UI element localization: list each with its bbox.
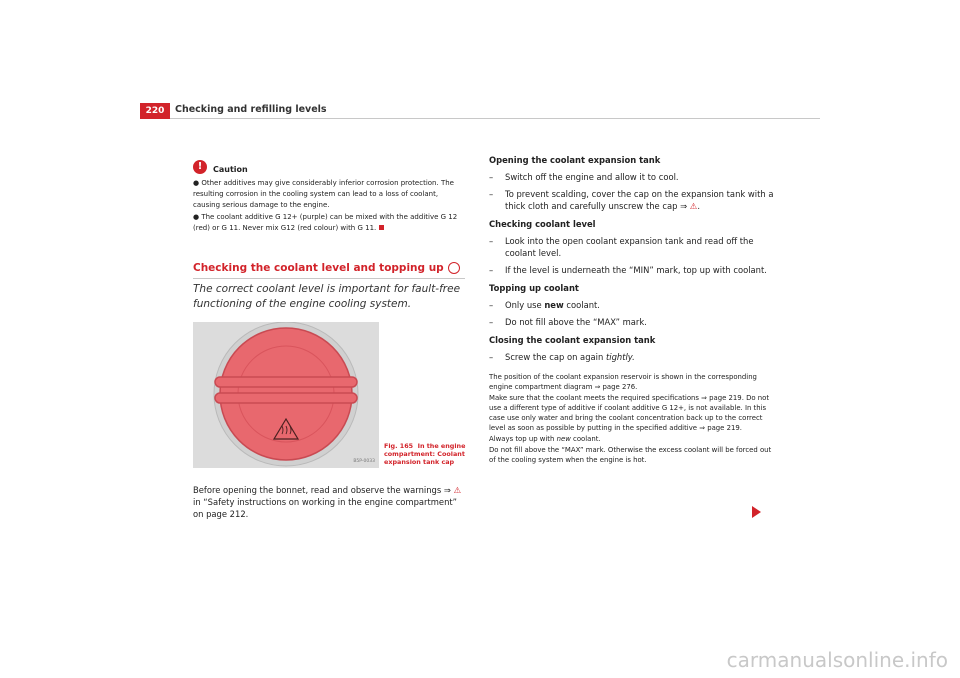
figure-code: B5P-0033 [353, 459, 375, 464]
note: The position of the coolant expansion reservoir is shown in the corresponding engine compartment diagram ⇒ page 276. [489, 373, 757, 391]
caution-item: ● The coolant additive G 12+ (purple) can be mixed with the additive G 12 (red) or G 11. Never mix G12 (red colour) with G 11. [193, 213, 458, 232]
step: – To prevent scalding, cover the cap on the expansion tank with a thick cloth and carefully unscrew the cap ⇒ ⚠. [489, 189, 774, 211]
page-number: 220 [140, 103, 170, 119]
note: Always top up with new coolant. [489, 435, 601, 443]
figure-caption: Fig. 165 In the engine compartment: Coolant expansion tank cap [384, 442, 466, 466]
note: Make sure that the coolant meets the required specifications ⇒ page 219. Do not use a different type of additive if coolant additive G 12+, is not available. In this case use only water and bring the coolant concentration back up to the correct level as soon as possible by putting in the specified additive ⇒ page 219. [489, 394, 770, 432]
step: – If the level is underneath the “MIN” mark, top up with coolant. [489, 265, 767, 275]
coolant-cap-illustration [193, 322, 379, 468]
step: – Do not fill above the “MAX” mark. [489, 317, 647, 327]
step: – Look into the open coolant expansion tank and read off the coolant level. [489, 236, 754, 258]
section-intro: The correct coolant level is important for fault-free functioning of the engine cooling system. [193, 283, 461, 310]
step: – Switch off the engine and allow it to cool. [489, 172, 679, 182]
environment-icon [448, 262, 460, 274]
page-header [140, 103, 820, 119]
figure-coolant-cap [193, 322, 379, 468]
warning-triangle-icon: ⚠ [453, 485, 462, 495]
notes-block [489, 372, 774, 465]
watermark: carmanualsonline.info [726, 648, 948, 672]
section-title: Checking the coolant level and topping up [193, 262, 465, 279]
warning-triangle-icon: ⚠ [689, 201, 698, 211]
end-square-icon [379, 225, 384, 230]
safety-reference-text: Before opening the bonnet, read and observe the warnings ⇒ ⚠ in “Safety instructions on working in the engine compartment” on page 212. [193, 485, 462, 519]
right-column [489, 154, 774, 466]
header-title: Checking and refilling levels [175, 104, 327, 115]
note: Do not fill above the “MAX” mark. Otherwise the excess coolant will be forced out of the cooling system when the engine is hot. [489, 446, 772, 464]
bullet-icon: ● [193, 213, 202, 221]
exclamation-icon: ! [193, 160, 207, 174]
heading-checking: Checking coolant level [489, 219, 596, 229]
header-divider [170, 118, 820, 119]
heading-closing: Closing the coolant expansion tank [489, 335, 656, 345]
heading-topping: Topping up coolant [489, 283, 579, 293]
step: – Only use new coolant. [489, 300, 600, 310]
caution-item: ● Other additives may give considerably inferior corrosion protection. The resulting corrosion in the cooling system can lead to a loss of coolant, causing serious damage to the engine. [193, 179, 454, 209]
next-page-arrow-icon[interactable] [752, 506, 761, 518]
step: – Screw the cap on again tightly. [489, 352, 635, 362]
caution-body [193, 178, 465, 235]
heading-opening: Opening the coolant expansion tank [489, 155, 661, 165]
bullet-icon: ● [193, 179, 202, 187]
caution-label: Caution [213, 165, 248, 174]
